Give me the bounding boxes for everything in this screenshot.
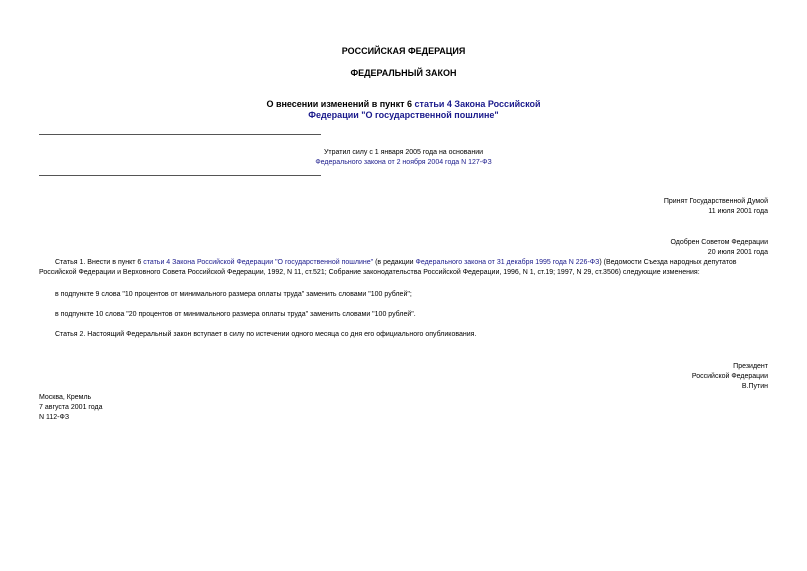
country-heading: РОССИЙСКАЯ ФЕДЕРАЦИЯ <box>341 46 466 56</box>
signature-block <box>0 362 768 392</box>
article-1-middle: (в редакции <box>373 259 416 266</box>
article-1-prefix: Статья 1. Внести в пункт 6 <box>55 259 144 266</box>
article-1-suffix: ) (Ведомости Съезда народных депутатов Российской Федерации и Верховного Совета Российской Федерации, 1992, N 11, ст.521; Собрание законодательства Российской Федерации, 1996, N 1, ст.19; 1997, N 29, ст.3506) следующие изменения: <box>39 259 737 276</box>
repeal-law-link[interactable]: Федерального закона от 2 ноября 2004 года N 127-ФЗ <box>315 159 492 166</box>
law-title <box>0 99 807 121</box>
signature-country: Российской Федерации <box>691 373 768 380</box>
council-approval-label: Одобрен Советом Федерации <box>670 239 768 246</box>
duma-adoption-date: 11 июля 2001 года <box>708 208 768 215</box>
amendment-item-2-text: в подпункте 10 слова "20 процентов от минимального размера оплаты труда" заменить словами "100 рублей". <box>55 311 416 318</box>
law-number: N 112-ФЗ <box>39 414 70 421</box>
signature-title: Президент <box>733 363 768 370</box>
council-approval-date: 20 июля 2001 года <box>707 249 768 256</box>
article-4-link[interactable]: статьи 4 Закона Российской <box>414 99 541 109</box>
signing-date: 7 августа 2001 года <box>39 404 103 411</box>
duma-adoption-label: Принят Государственной Думой <box>663 198 768 205</box>
amendment-item-1 <box>39 290 769 300</box>
duma-adoption <box>0 197 768 217</box>
divider-bottom <box>39 175 321 176</box>
signature-name: В.Путин <box>741 383 768 390</box>
repeal-note-text: Утратил силу с 1 января 2005 года на основании <box>323 149 484 156</box>
amendment-item-2 <box>39 310 769 320</box>
law-type-heading: ФЕДЕРАЛЬНЫЙ ЗАКОН <box>350 68 457 78</box>
place-date-block <box>39 393 339 423</box>
article-1 <box>39 258 769 278</box>
signing-place: Москва, Кремль <box>39 394 92 401</box>
divider-top <box>39 134 321 135</box>
article-2-text: Статья 2. Настоящий Федеральный закон вступает в силу по истечении одного месяца со дня его официального опубликования. <box>55 331 477 338</box>
article-2 <box>39 330 769 340</box>
federal-law-226-link[interactable]: Федерального закона от 31 декабря 1995 года N 226-ФЗ <box>415 259 600 266</box>
article-4-reference-link[interactable]: статьи 4 Закона Российской Федерации "О государственной пошлине" <box>143 259 374 266</box>
council-approval <box>0 238 768 258</box>
article-4-link-continued[interactable]: Федерации "О государственной пошлине" <box>308 110 499 120</box>
law-title-prefix: О внесении изменений в пункт 6 <box>266 99 415 109</box>
repeal-note <box>0 148 807 168</box>
amendment-item-1-text: в подпункте 9 слова "10 процентов от минимального размера оплаты труда" заменить словами "100 рублей"; <box>55 291 412 298</box>
